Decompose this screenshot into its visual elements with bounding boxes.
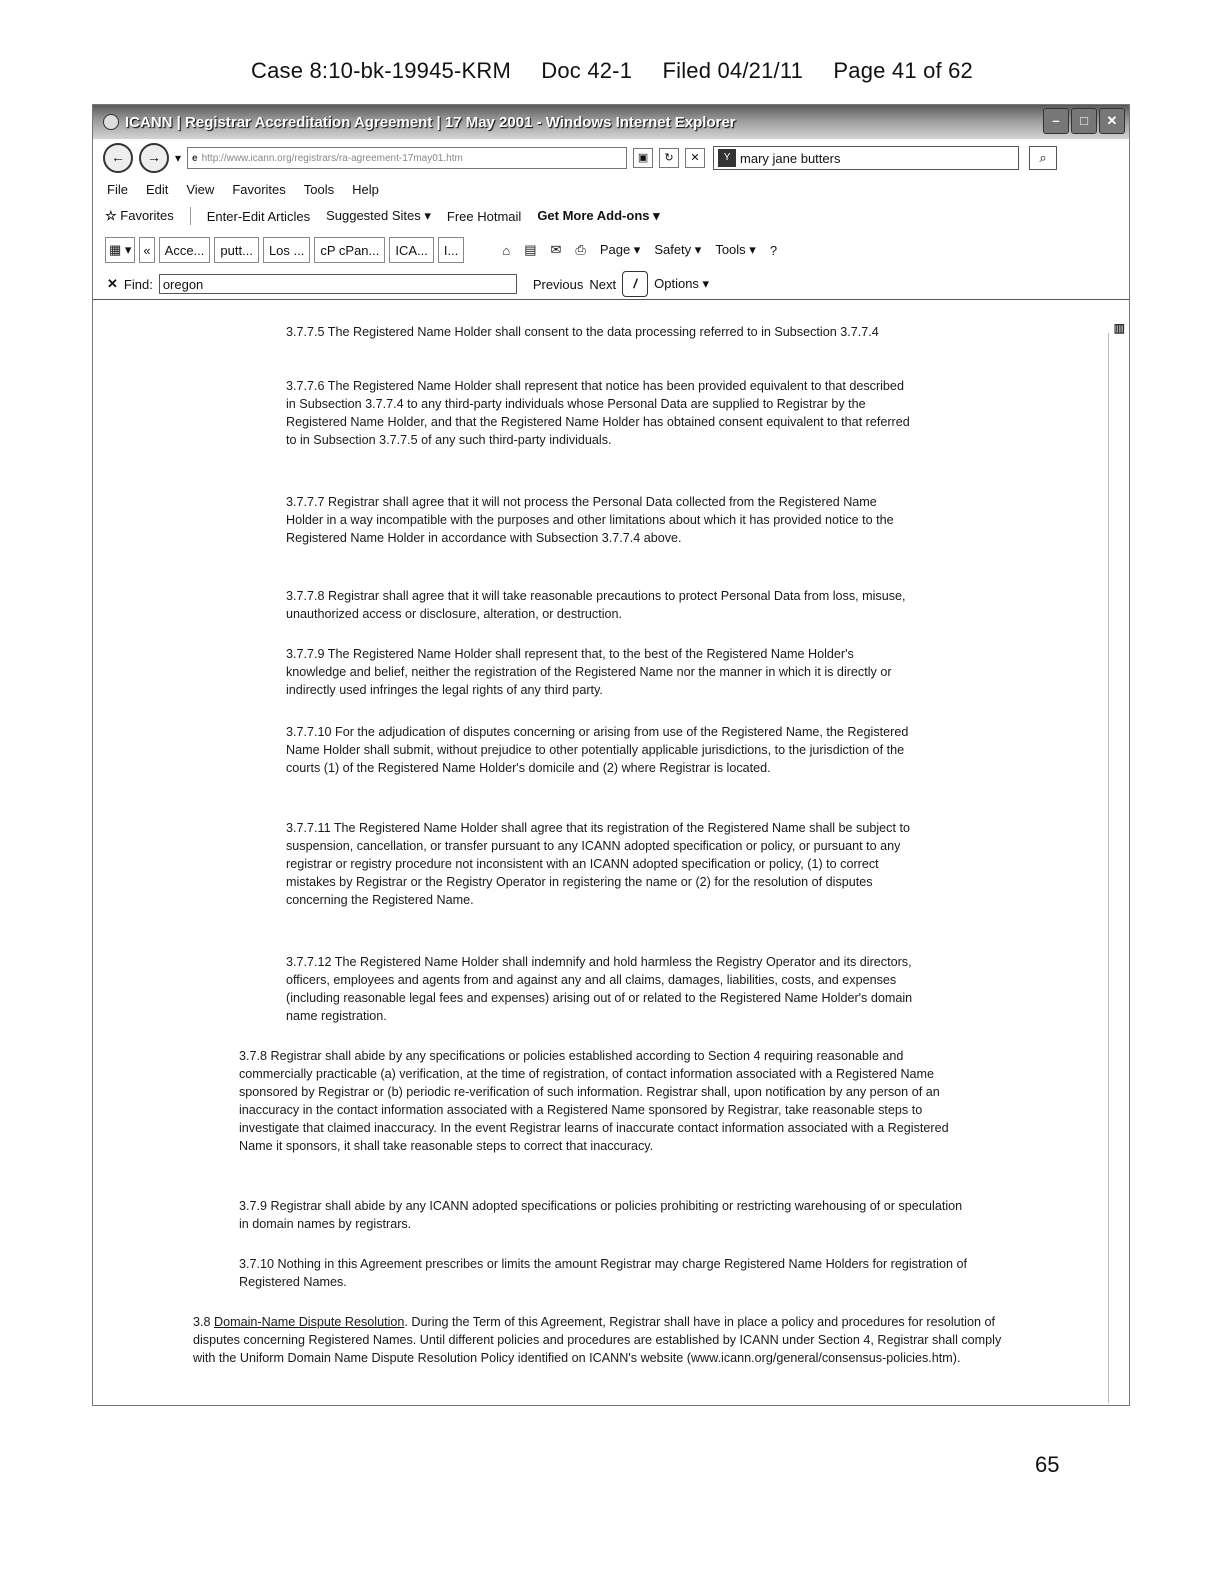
quick-tabs-button[interactable]: ▦ ▾	[105, 237, 135, 263]
paragraph-3777: 3.7.7.7 Registrar shall agree that it will not process the Personal Data collected from the Registered Name Holder in a way incompatible with the purposes and other limitations about which it has provided notice to the Registered Name Holder in accordance with Subsection 3.7.7.4 above.	[286, 495, 894, 545]
find-options-button[interactable]: Options ▾	[654, 276, 710, 291]
fav-suggested-sites[interactable]: Suggested Sites ▾	[326, 208, 431, 223]
paragraph-3778: 3.7.7.8 Registrar shall agree that it will take reasonable precautions to protect Personal Data from loss, misuse, unauthorized access or disclosure, alteration, or destruction.	[286, 589, 906, 621]
menu-file[interactable]: File	[107, 181, 128, 197]
scroll-thumb[interactable]: ▥	[1113, 321, 1125, 335]
favorites-bar	[93, 201, 1129, 231]
safety-menu[interactable]: Safety ▾	[654, 242, 702, 257]
mail-icon[interactable]: ✉	[550, 242, 562, 257]
address-text: http://www.icann.org/registrars/ra-agreement-17may01.htm	[201, 152, 463, 164]
search-text: mary jane butters	[740, 150, 841, 166]
browser-window	[92, 104, 1130, 1406]
search-box[interactable]	[713, 146, 1019, 170]
address-bar[interactable]	[187, 147, 627, 169]
tab-icann[interactable]: ICA...	[389, 237, 434, 263]
paragraph-3776: 3.7.7.6 The Registered Name Holder shall represent that notice has been provided equivalent to that described in Subsection 3.7.7.4 to any third-party individuals whose Personal Data are supplied to Registrar by the Registered Name Holder, and that the Registered Name Holder has obtained consent equivalent to that referred to in Subsection 3.7.7.5 of any such third-party individuals.	[286, 379, 910, 447]
home-icon[interactable]: ⌂	[502, 242, 511, 258]
menu-favorites[interactable]: Favorites	[232, 181, 286, 197]
tab-cpanel[interactable]: cP cPan...	[314, 237, 385, 263]
case-number: Case 8:10-bk-19945-KRM	[251, 58, 511, 83]
print-icon[interactable]: ⎙	[575, 242, 586, 257]
tab-los[interactable]: Los ...	[263, 237, 310, 263]
tab-active[interactable]: I...	[438, 237, 464, 263]
page-number: 65	[1035, 1452, 1060, 1477]
paragraph-37710: 3.7.7.10 For the adjudication of disputes concerning or arising from use of the Registered Name, the Registered Name Holder shall submit, without prejudice to other potentially applicable jurisdictions, to the jurisdiction of the courts (1) of the Registered Name Holder's domicile and (2) where Registrar is located.	[286, 725, 909, 775]
find-input[interactable]: oregon	[159, 274, 517, 294]
vertical-scrollbar[interactable]	[1108, 321, 1129, 1403]
title-bar[interactable]	[93, 105, 1129, 139]
history-dropdown-icon[interactable]: ▾	[175, 151, 182, 165]
minimize-button[interactable]: –	[1043, 108, 1069, 134]
menu-help[interactable]: Help	[352, 181, 379, 197]
divider	[190, 207, 191, 225]
window-title: ICANN | Registrar Accreditation Agreement | 17 May 2001 - Windows Internet Explorer	[125, 113, 736, 131]
page-menu[interactable]: Page ▾	[599, 242, 641, 257]
tools-menu[interactable]: Tools ▾	[715, 242, 756, 257]
menu-view[interactable]: View	[186, 181, 215, 197]
page-icon: e	[192, 152, 198, 164]
maximize-button[interactable]: □	[1071, 108, 1097, 134]
paragraph-38	[193, 1313, 1003, 1367]
find-previous-button[interactable]: Previous	[532, 276, 584, 292]
section-number: 3.8	[193, 1315, 215, 1329]
search-provider-icon: Y	[718, 149, 736, 167]
search-icon[interactable]: ⌕	[1029, 146, 1057, 170]
close-button[interactable]: ✕	[1099, 108, 1125, 134]
paragraph-379: 3.7.9 Registrar shall abide by any ICANN adopted specifications or policies prohibiting or restricting warehousing of or speculation in domain names by registrars.	[239, 1199, 963, 1231]
fav-free-hotmail[interactable]: Free Hotmail	[446, 208, 522, 224]
paragraph-378: 3.7.8 Registrar shall abide by any specifications or policies established according to Section 4 requiring reasonable and commercially practicable (a) verification, at the time of registration, of contact information associated with a Registered Name sponsored by Registrar or (b) periodic re-verification of such information. Registrar shall, upon notification by any person of an inaccuracy in the contact information associated with a Registered Name sponsored by Registrar, take reasonable steps to investigate that claimed inaccuracy. In the event Registrar learns of inaccurate contact information associated with a Registered Name it sponsors, it shall take reasonable steps to correct that inaccuracy.	[239, 1049, 949, 1153]
tab-list-button[interactable]: «	[139, 237, 154, 263]
refresh-icon[interactable]: ↻	[659, 148, 679, 168]
fav-get-more-addons[interactable]: Get More Add-ons ▾	[537, 208, 660, 223]
command-bar	[502, 242, 777, 258]
find-close-icon[interactable]: ✕	[107, 276, 118, 291]
find-bar	[93, 269, 1129, 300]
compatibility-icon[interactable]: ▣	[633, 148, 653, 168]
forward-button[interactable]: →	[139, 143, 169, 173]
favorites-button[interactable]	[105, 208, 174, 224]
page-content	[93, 325, 1109, 1403]
menu-edit[interactable]: Edit	[145, 181, 169, 197]
ie-logo-icon	[103, 114, 119, 130]
section-title-link[interactable]: Domain-Name Dispute Resolution	[214, 1315, 405, 1329]
find-label: Find:	[123, 276, 153, 292]
paragraph-37711: 3.7.7.11 The Registered Name Holder shall agree that its registration of the Registered Name shall be subject to suspension, cancellation, or transfer pursuant to any ICANN adopted specification or policy, or pursuant to any registrar or registry procedure not inconsistent with an ICANN adopted specification or policy, (1) to correct mistakes by Registrar or the Registry Operator in registering the name or (2) for the resolution of disputes concerning the Registered Name.	[286, 821, 910, 907]
doc-number: Doc 42-1	[541, 58, 633, 83]
menu-bar	[93, 177, 1129, 201]
tab-acce[interactable]: Acce...	[159, 237, 211, 263]
paragraph-3779: 3.7.7.9 The Registered Name Holder shall represent that, to the best of the Registered Name Holder's knowledge and belief, neither the registration of the Registered Name nor the manner in which it is directly or indirectly used infringes the legal rights of any third party.	[286, 647, 892, 697]
page-of: Page 41 of 62	[833, 58, 973, 83]
feeds-icon[interactable]: ▤	[524, 242, 537, 257]
paragraph-3710: 3.7.10 Nothing in this Agreement prescribes or limits the amount Registrar may charge Registered Name Holders for registration of Registered Names.	[239, 1257, 967, 1289]
case-header	[0, 58, 1224, 84]
address-row	[93, 139, 1129, 177]
star-icon: ☆	[105, 208, 117, 223]
back-button[interactable]: ←	[103, 143, 133, 173]
section-body: . During the Term of this Agreement, Registrar shall have in place a policy and procedures for resolution of disputes concerning Registered Names. Until different policies and procedures are established by ICANN under Section 4, Registrar shall comply with the Uniform Domain Name Dispute Resolution Policy identified on ICANN's website (www.icann.org/general/consensus-policies.htm).	[193, 1315, 1002, 1365]
tab-row	[93, 231, 1129, 269]
tab-putt[interactable]: putt...	[214, 237, 259, 263]
help-icon[interactable]: ?	[769, 242, 778, 258]
paragraph-37712: 3.7.7.12 The Registered Name Holder shall indemnify and hold harmless the Registry Operator and its directors, officers, employees and agents from and against any and all claims, damages, liabilities, costs, and expenses (including reasonable legal fees and expenses) arising out of or related to the Registered Name Holder's domain name registration.	[286, 955, 913, 1023]
filed-date: Filed 04/21/11	[662, 58, 804, 83]
highlight-icon[interactable]: /	[622, 271, 648, 297]
menu-tools[interactable]: Tools	[303, 181, 335, 197]
find-next-button[interactable]: Next	[589, 276, 617, 292]
paragraph-3775: 3.7.7.5 The Registered Name Holder shall consent to the data processing referred to in Subsection 3.7.7.4	[286, 325, 879, 339]
fav-enter-edit-articles[interactable]: Enter-Edit Articles	[206, 208, 311, 224]
stop-icon[interactable]: ✕	[685, 148, 705, 168]
favorites-label: Favorites	[120, 208, 174, 223]
